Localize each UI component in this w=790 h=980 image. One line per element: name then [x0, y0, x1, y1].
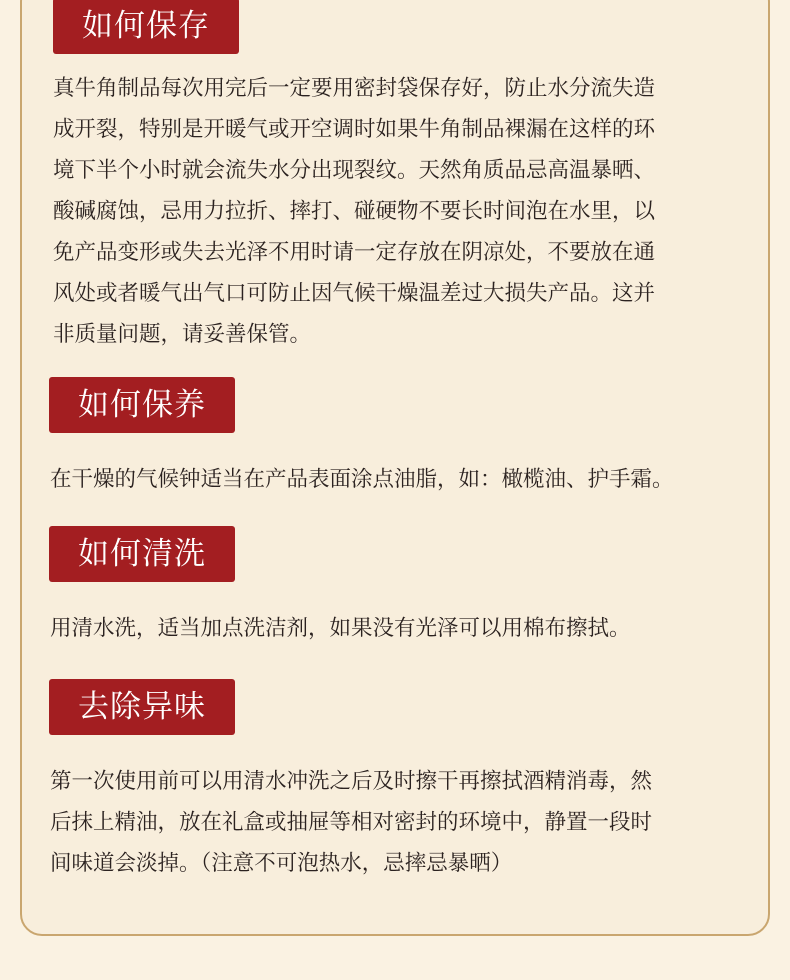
section-body-cleaning: [50, 608, 631, 649]
text-line: 在干燥的气候钟适当在产品表面涂点油脂，如：橄榄油、护手霜。: [50, 467, 674, 492]
section-body-maintenance: [50, 459, 674, 500]
text-line: 后抹上精油，放在礼盒或抽屉等相对密封的环境中，静置一段时: [50, 810, 653, 835]
text-line: 间味道会淡掉。（注意不可泡热水，忌摔忌暴晒）: [50, 851, 513, 876]
section-title-odor-removal: 去除异味: [49, 679, 235, 735]
text-line: 境下半个小时就会流失水分出现裂纹。天然角质品忌高温暴晒、: [53, 158, 656, 183]
section-title-storage: 如何保存: [53, 0, 239, 54]
text-line: 免产品变形或失去光泽不用时请一定存放在阴凉处，不要放在通: [53, 240, 656, 265]
text-line: 成开裂，特别是开暖气或开空调时如果牛角制品裸漏在这样的环: [53, 117, 656, 142]
text-line: 真牛角制品每次用完后一定要用密封袋保存好，防止水分流失造: [53, 76, 656, 101]
text-line: 酸碱腐蚀，忌用力拉折、摔打、碰硬物不要长时间泡在水里，以: [53, 199, 656, 224]
text-line: 风处或者暖气出气口可防止因气候干燥温差过大损失产品。这并: [53, 281, 656, 306]
section-body-storage: [53, 68, 655, 355]
text-line: 非质量问题，请妥善保管。: [53, 322, 312, 347]
section-body-odor-removal: [50, 761, 652, 884]
section-title-maintenance: 如何保养: [49, 377, 235, 433]
section-title-cleaning: 如何清洗: [49, 526, 235, 582]
text-line: 第一次使用前可以用清水冲洗之后及时擦干再擦拭酒精消毒，然: [50, 769, 653, 794]
text-line: 用清水洗，适当加点洗洁剂，如果没有光泽可以用棉布擦拭。: [50, 616, 631, 641]
